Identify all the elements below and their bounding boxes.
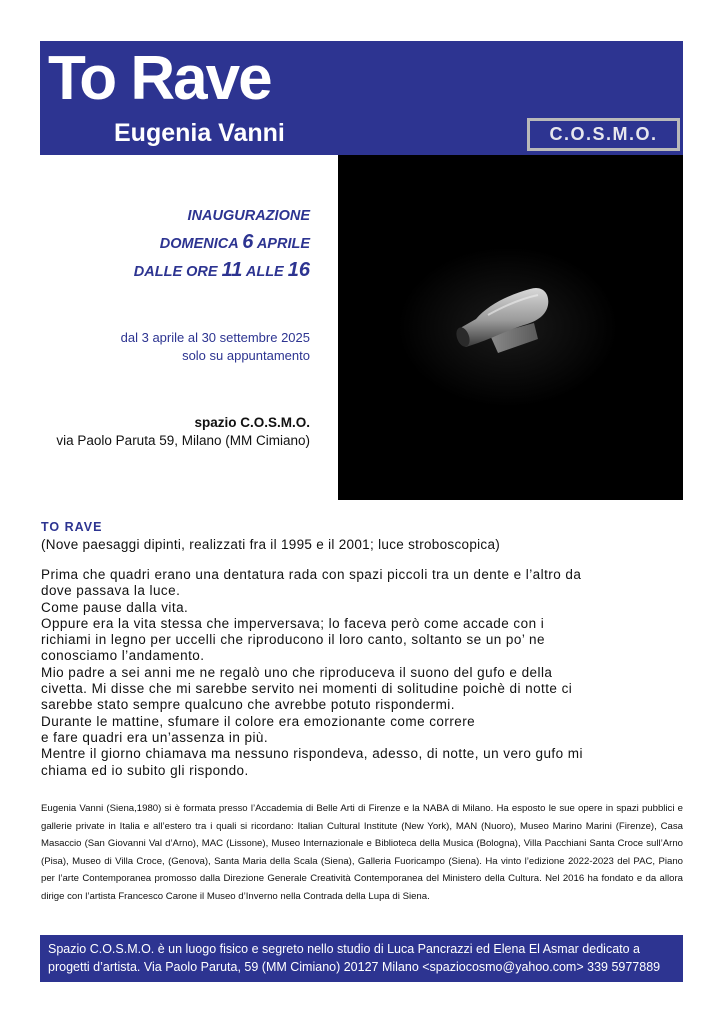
venue-block [56,414,310,450]
poem-line: Oppure era la vita stessa che imperversava; lo faceva però come accade con i [41,615,545,631]
poem-line: Mio padre a sei anni me ne regalò uno che riproduceva il suono del gufo e della [41,664,553,680]
exhibition-dates [121,329,310,365]
cosmo-badge: C.O.S.M.O. [527,118,680,151]
dates-range: dal 3 aprile al 30 settembre 2025 [120,330,310,345]
from-word: DALLE ORE [133,264,218,280]
poem-line: Come pause dalla vita. [41,599,189,615]
footer-line: Spazio C.O.S.M.O. è un luogo fisico e segreto nello studio di Luca Pancrazzi ed Elena El Asmar dedicato a [48,942,640,956]
poem-line: Mentre il giorno chiamava ma nessuno rispondeva, adesso, di notte, un vero gufo mi [41,746,583,762]
inauguration-hours [134,257,310,285]
footer-line: progetti d’artista. Via Paolo Paruta, 59 (MM Cimiano) 20127 Milano <spaziocosmo@yahoo.com> 339 5977889 [48,959,661,974]
venue-name: spazio C.O.S.M.O. [194,415,310,430]
inauguration-label: INAUGURAZIONE [187,208,310,224]
hour-end: 16 [287,259,310,281]
venue-address: via Paolo Paruta 59, Milano (MM Cimiano) [56,433,310,448]
poem-line: sarebbe stato sempre qualcuno che avrebbe potuto rispondermi. [41,697,455,713]
poem-line: richiami in legno per uccelli che riproducono il loro canto, soltanto se un po’ ne [41,632,545,648]
poem-line: conosciamo l’andamento. [41,648,205,664]
poem-line: chiama ed io subito gli rispondo. [41,762,249,778]
inauguration-block [134,203,310,285]
artist-bio: Eugenia Vanni (Siena,1980) si è formata presso l’Accademia di Belle Arti di Firenze e la NABA di Milano. Ha esposto le sue opere in spazi pubblici e gallerie private in Italia e all’estero tra i quali si ricordano: Italian Cultural Institute (New York), MAN (Nuoro), Museo Marino Marini (Firenze), Casa Masaccio (San Giovanni Val d’Arno), MAC (Lissone), Museo Internazionale e Biblioteca della Musica (Bologna), Villa Pacchiani Santa Croce sull’Arno (Pisa), Museo di Villa Croce, (Genova), Santa Maria della Scala (Siena), Galleria Fuoricampo (Siena). Ha vinto l’edizione 2022-2023 del PAC, Piano per l’arte Contemporanea promosso dalla Direzione Generale Creatività Contemporanea del Ministero della Cultura. Nel 2016 ha fondato e da allora dirige con l’artista Francesco Carone il Museo d’Inverno nella Contrada della Lupa di Siena. [41,803,683,902]
poem-line: e fare quadri era un’assenza in più. [41,729,269,745]
day-word: DOMENICA [159,236,239,252]
section-subtitle: (Nove paesaggi dipinti, realizzati fra il 1995 e il 2001; luce stroboscopica) [41,537,501,552]
exhibition-title: To Rave [48,44,271,113]
artist-name: Eugenia Vanni [114,119,285,147]
artwork-photo [338,155,683,500]
footer-banner [40,935,683,982]
poem-text [41,567,691,779]
hour-start: 11 [221,259,243,281]
section-title: TO RAVE [41,520,103,534]
poem-line: Prima che quadri erano una dentatura rada con spazi piccoli tra un dente e l’altro da [41,567,582,582]
to-word: ALLE [245,264,284,280]
month-word: APRILE [256,236,310,252]
poem-line: civetta. Mi disse che mi sarebbe servito nei momenti di solitudine poichè di notte ci [41,681,573,697]
poem-line: dove passava la luce. [41,583,181,599]
dates-note: solo su appuntamento [182,348,310,363]
inauguration-day [134,229,310,257]
day-number: 6 [242,231,254,253]
poem-line: Durante le mattine, sfumare il colore era emozionante come correre [41,713,476,729]
